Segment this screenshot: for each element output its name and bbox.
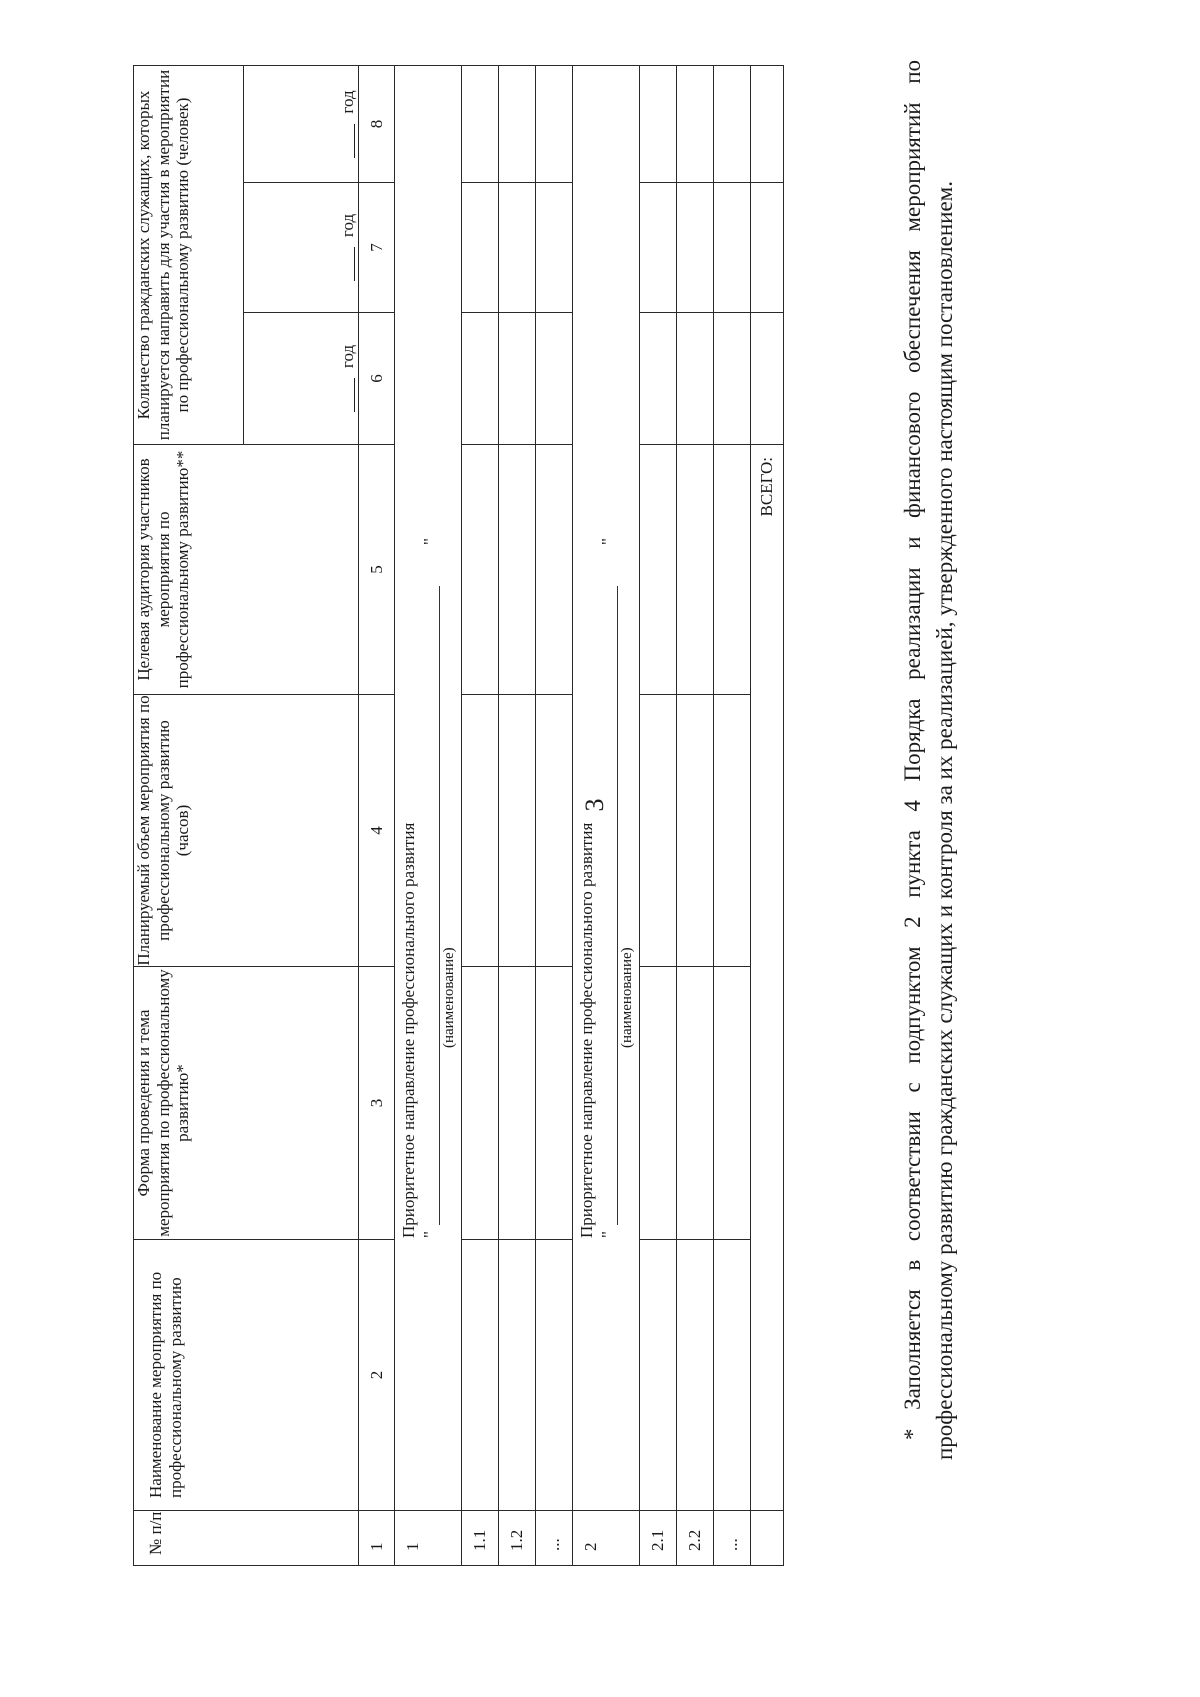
column-index-row [359, 65, 395, 1565]
priority-fill-line [439, 586, 440, 1225]
column-index: 1 [359, 1511, 395, 1566]
item-num: ... [714, 1511, 751, 1566]
header-row [134, 65, 244, 1565]
column-index: 2 [359, 1240, 395, 1511]
page-number: 3 [580, 798, 609, 812]
priority-fill-line [617, 586, 618, 1225]
priority-caption: (наименование) [441, 947, 457, 1048]
priority-cell [395, 65, 462, 1510]
priority-quote-close: " [598, 538, 617, 545]
header-num: № п/п [134, 1511, 359, 1566]
total-row [751, 65, 784, 1565]
item-num: 1.1 [462, 1511, 499, 1566]
header-audience: Целевая аудитория участников мероприятия по профессиональному развитию** [134, 445, 359, 695]
table-row [536, 65, 573, 1565]
header-form: Форма проведения и тема мероприятия по профессиональному развитию* [134, 967, 359, 1240]
priority-row-2 [573, 65, 640, 1565]
priority-num: 2 [573, 1511, 640, 1566]
table-row [462, 65, 499, 1565]
column-index: 6 [359, 313, 395, 445]
column-index: 4 [359, 695, 395, 967]
item-num: 1.2 [499, 1511, 536, 1566]
header-year-3: год [244, 65, 359, 182]
column-index: 5 [359, 445, 395, 695]
priority-num: 1 [395, 1511, 462, 1566]
plan-table [133, 65, 784, 1566]
priority-caption: (наименование) [619, 947, 635, 1048]
column-index: 7 [359, 183, 395, 313]
column-index: 3 [359, 967, 395, 1240]
table-row [499, 65, 536, 1565]
header-year-1: год [244, 313, 359, 445]
priority-row-1 [395, 65, 462, 1565]
table-row [640, 65, 677, 1565]
form-table-area [133, 66, 1200, 1566]
priority-quote-open: " [420, 1231, 439, 1238]
table-row [677, 65, 714, 1565]
column-index: 8 [359, 65, 395, 182]
header-volume: Планируемый объем мероприятия по профессиональному развитию (часов) [134, 695, 359, 967]
header-year-2: год [244, 183, 359, 313]
item-num: 2.1 [640, 1511, 677, 1566]
header-count: Количество гражданских служащих, которых планируется направить для участия в мероприятии по профессиональному развитию (человек) [134, 65, 244, 444]
priority-title: Приоритетное направление профессионального развития [577, 822, 596, 1238]
footnote-text: * Заполняется в соответствии с подпунктом 2 пункта 4 Порядка реализации и финансового обеспечения мероприятий по профессиональному развитию гражданских служащих и контроля за их реализацией, утвержденного настоящим постановлением. [900, 60, 958, 1460]
footnote [897, 60, 1037, 1460]
priority-title: Приоритетное направление профессионального развития [399, 822, 418, 1238]
item-num: 2.2 [677, 1511, 714, 1566]
header-name: Наименование мероприятия по профессиональному развитию [134, 1240, 359, 1511]
item-num: ... [536, 1511, 573, 1566]
total-label: ВСЕГО: [751, 445, 784, 1511]
priority-cell [573, 65, 640, 1510]
priority-quote-open: " [598, 1231, 617, 1238]
priority-quote-close: " [420, 538, 439, 545]
table-row [714, 65, 751, 1565]
